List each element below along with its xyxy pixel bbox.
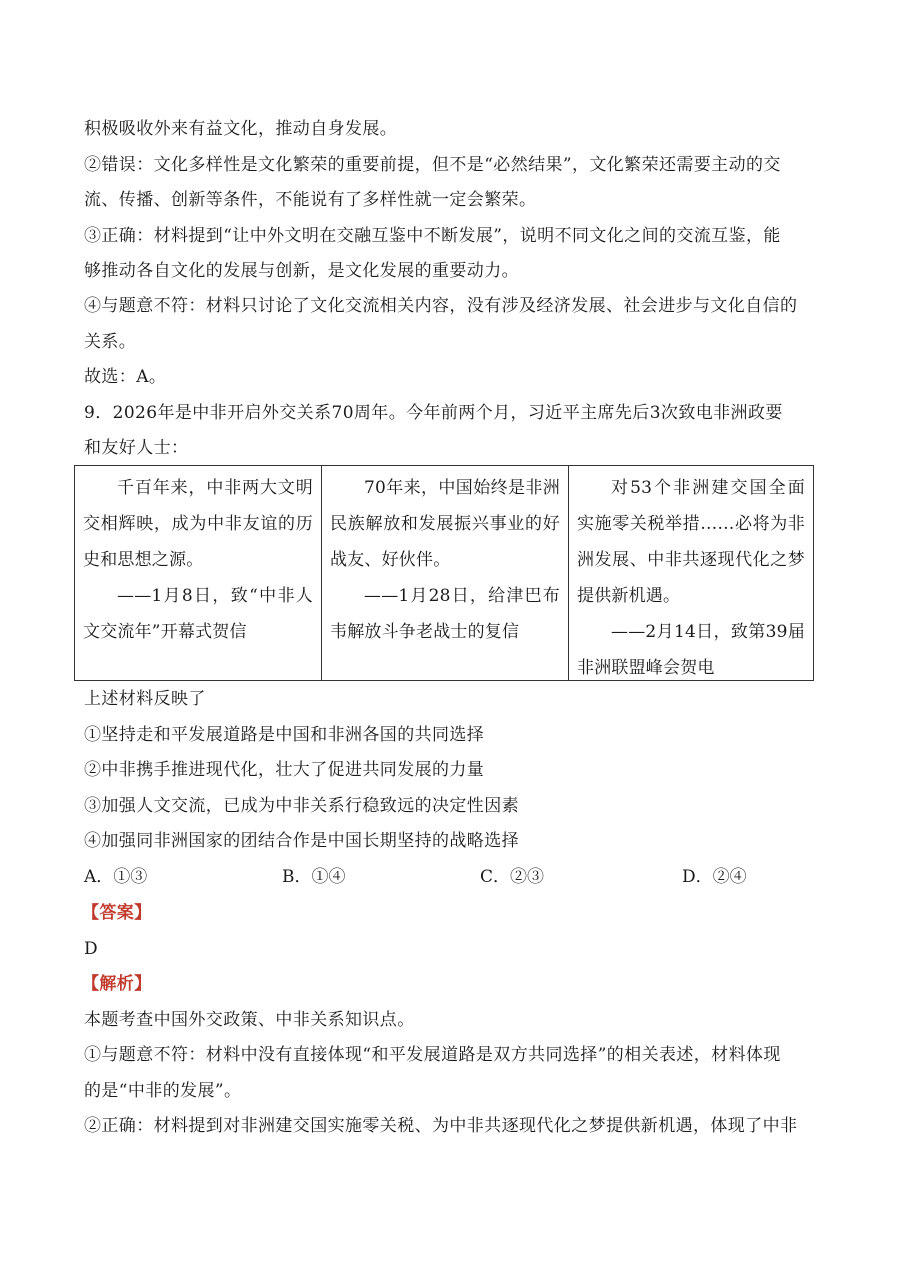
text-line: ④与题意不符：材料只讨论了文化交流相关内容，没有涉及经济发展、社会进步与文化自信的 [84,296,798,316]
analysis-line: ①与题意不符：材料中没有直接体现“和平发展道路是双方共同选择”的相关表述，材料体现 [84,1045,781,1065]
analysis-line: 本题考查中国外交政策、中非关系知识点。 [84,1010,415,1030]
option-a: A．①③ [84,867,148,887]
option-b: B．①④ [282,867,346,887]
analysis-line: ②正确：材料提到对非洲建交国实施零关税、为中非共逐现代化之梦提供新机遇，体现了中非 [84,1116,798,1136]
question-lead: 上述材料反映了 [84,689,206,709]
text-line: 积极吸收外来有益文化，推动自身发展。 [84,119,398,139]
material-quote: 70年来，中国始终是非洲民族解放和发展振兴事业的好战友、好伙伴。 [330,478,560,570]
statement-item: ③加强人文交流，已成为中非关系行稳致远的决定性因素 [84,796,519,816]
material-cell-2 [322,466,569,680]
analysis-heading: 【解析】 [82,974,152,994]
question-stem-line: 9．2026年是中非开启外交关系70周年。今年前两个月，习近平主席先后3次致电非洲政要 [84,403,783,423]
statement-item: ④加强同非洲国家的团结合作是中国长期坚持的战略选择 [84,831,519,851]
material-source: ——1月28日，给津巴布韦解放斗争老战士的复信 [330,586,560,642]
statement-item: ②中非携手推进现代化，壮大了促进共同发展的力量 [84,760,485,780]
material-cell-1 [75,466,322,680]
text-line: ②错误：文化多样性是文化繁荣的重要前提，但不是“必然结果”，文化繁荣还需要主动的交 [84,155,781,175]
material-source: ——1月8日，致“中非人文交流年”开幕式贺信 [83,586,313,642]
text-line: 流、传播、创新等条件，不能说有了多样性就一定会繁荣。 [84,190,537,210]
answer-heading: 【答案】 [82,903,152,923]
question-stem-line: 和友好人士： [84,438,189,458]
text-line: 够推动各自文化的发展与创新，是文化发展的重要动力。 [84,261,519,281]
text-line: 故选：A。 [84,367,167,387]
material-quote: 千百年来，中非两大文明交相辉映，成为中非友谊的历史和思想之源。 [83,478,313,570]
text-line: ③正确：材料提到“让中外文明在交融互鉴中不断发展”，说明不同文化之间的交流互鉴，能 [84,226,781,246]
option-d: D．②④ [682,867,747,887]
analysis-line: 的是“中非的发展”。 [84,1081,242,1101]
text-line: 关系。 [84,332,137,352]
option-c: C．②③ [480,867,545,887]
answer-value: D [84,939,99,959]
material-cell-3 [569,466,813,680]
answer-options [84,866,824,888]
material-table [74,465,814,681]
statement-item: ①坚持走和平发展道路是中国和非洲各国的共同选择 [84,725,485,745]
material-source: ——2月14日，致第39届非洲联盟峰会贺电 [577,622,805,678]
material-quote: 对53个非洲建交国全面实施零关税举措……必将为非洲发展、中非共逐现代化之梦提供新机遇。 [577,478,805,606]
